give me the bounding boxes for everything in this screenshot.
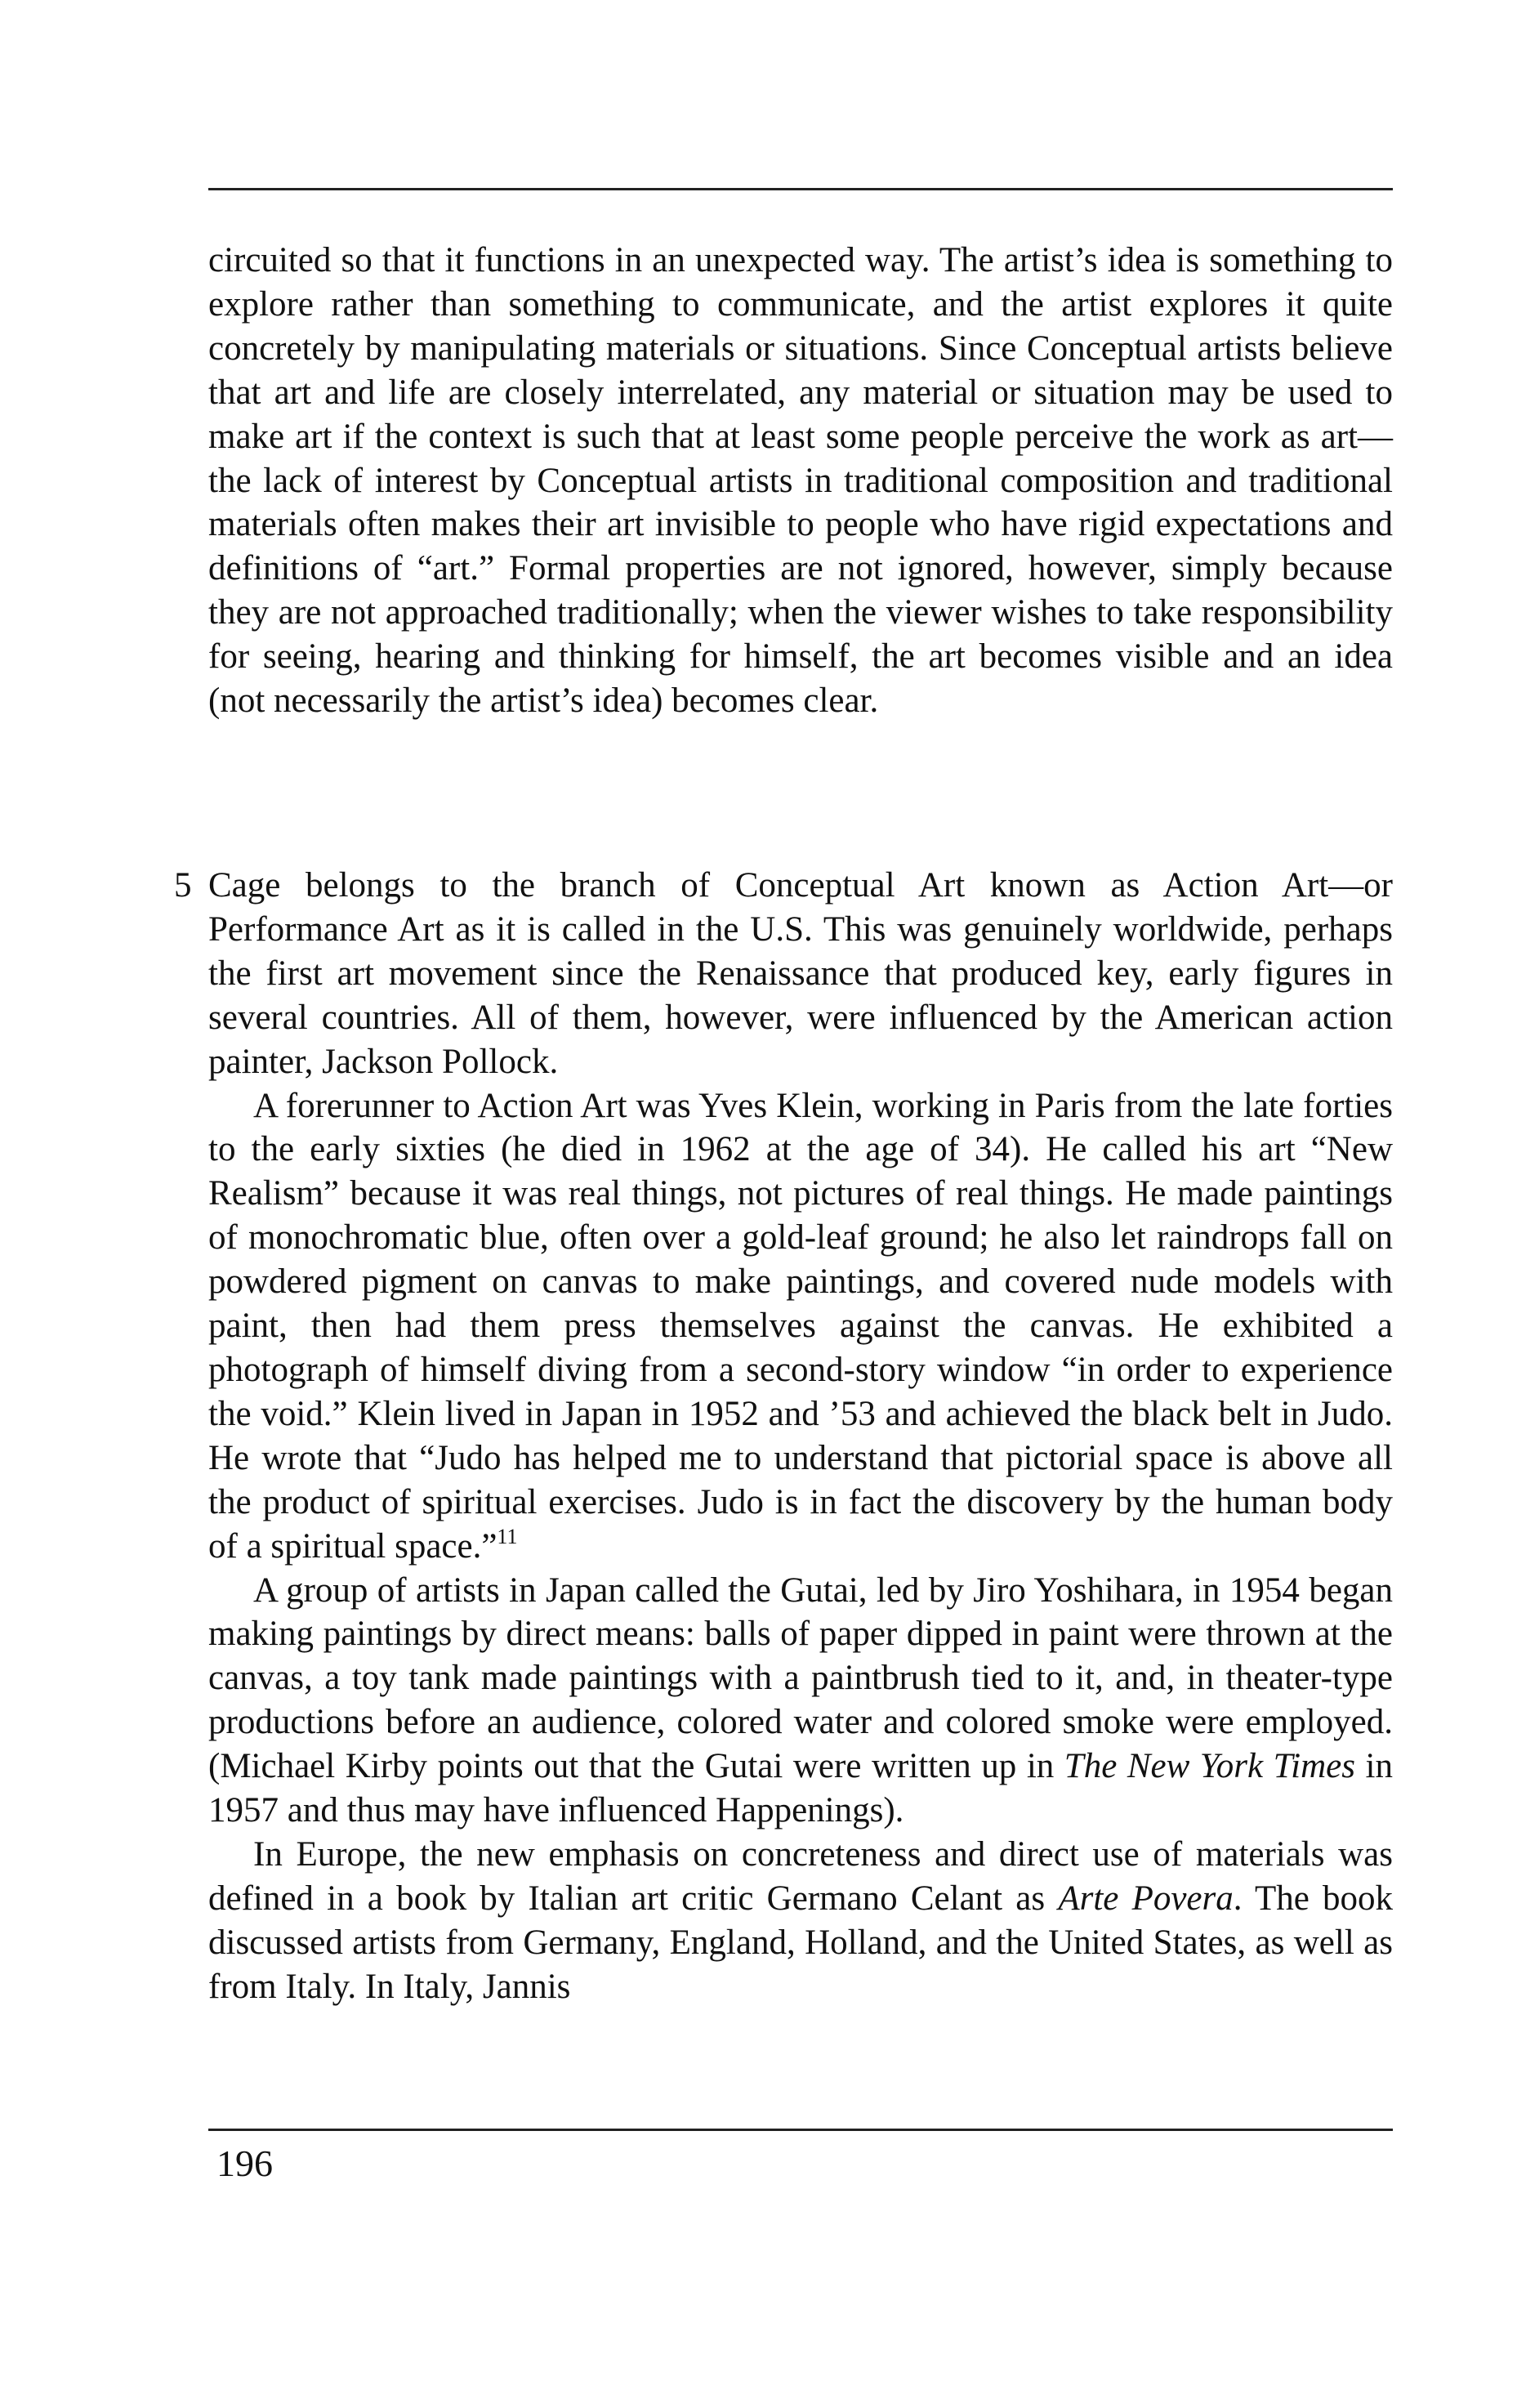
paragraph-gutai-text: A group of artists in Japan called the Gutai, led by Jiro Yoshihara, in 1954 began making paintings by direct means: balls of paper dipped in paint were thrown at the canvas, a toy tank made paintings with a paintbrush tied to it, and, in theater-type productions before an audience, colored water and colored smoke were employed. (Michael Kirby points out that the Gutai were written up in — [208, 1570, 1393, 1786]
section-number: 5 — [174, 866, 192, 905]
text-column-top — [208, 239, 1393, 723]
paragraph-gutai — [208, 1569, 1393, 1833]
text-column-main — [208, 864, 1393, 2009]
footer-rule — [208, 2129, 1393, 2131]
paragraph-arte-povera — [208, 1833, 1393, 2009]
header-rule — [208, 188, 1393, 190]
paragraph-arte-povera-end: . The book discussed artists from Germany, England, Holland, and the United States, as well as from Italy. In Italy, Jannis — [208, 1879, 1394, 2006]
paragraph-cage: Cage belongs to the branch of Conceptual Art known as Action Art—or Performance Art as it is called in the U.S. This was genuinely worldwide, perhaps the first art movement since the Renaissance that produced key, early figures in several countries. All of them, however, were influenced by the American action painter, Jackson Pollock. — [208, 866, 1393, 1081]
paragraph-klein — [208, 1084, 1393, 1569]
paragraph-arte-povera-text: In Europe, the new emphasis on concreteness and direct use of materials was defined in a book by Italian art critic Germano Celant as — [208, 1834, 1393, 1918]
book-title: Arte Povera — [1058, 1879, 1234, 1918]
paragraph-gutai-end: in 1957 and thus may have influenced Happenings). — [208, 1747, 1393, 1830]
paragraph-klein-text: A forerunner to Action Art was Yves Klein, working in Paris from the late forties to the early sixties (he died in 1962 at the age of 34). He called his art “New Realism” because it was real things, not pictures of real things. He made paintings of monochromatic blue, often over a gold-leaf ground; he also let raindrops fall on powdered pigment on canvas to make paintings, and covered nude models with paint, then had them press themselves against the canvas. He exhibited a photograph of himself diving from a second-story window “in order to experience the void.” Klein lived in Japan in 1952 and ’53 and achieved the black belt in Judo. He wrote that “Judo has helped me to understand that pictorial space is above all the product of spiritual exercises. Judo is in fact the discovery by the human body of a spiritual space.” — [208, 1086, 1393, 1566]
publication-title: The New York Times — [1064, 1747, 1355, 1786]
footnote-reference: 11 — [497, 1524, 518, 1548]
paragraph-continued: circuited so that it functions in an unexpected way. The artist’s idea is something to explore rather than something to communicate, and the artist explores it quite concretely by manipulating materials or situations. Since Conceptual artists believe that art and life are closely interrelated, any material or situation may be used to make art if the context is such that at least some people perceive the work as art—the lack of interest by Conceptual artists in traditional composition and traditional materials often makes their art invisible to people who have rigid expectations and definitions of “art.” Formal properties are not ignored, however, simply because they are not approached traditionally; when the viewer wishes to take responsibility for seeing, hearing and thinking for himself, the art becomes visible and an idea (not necessarily the artist’s idea) becomes clear. — [208, 241, 1393, 721]
page-number: 196 — [216, 2142, 273, 2184]
